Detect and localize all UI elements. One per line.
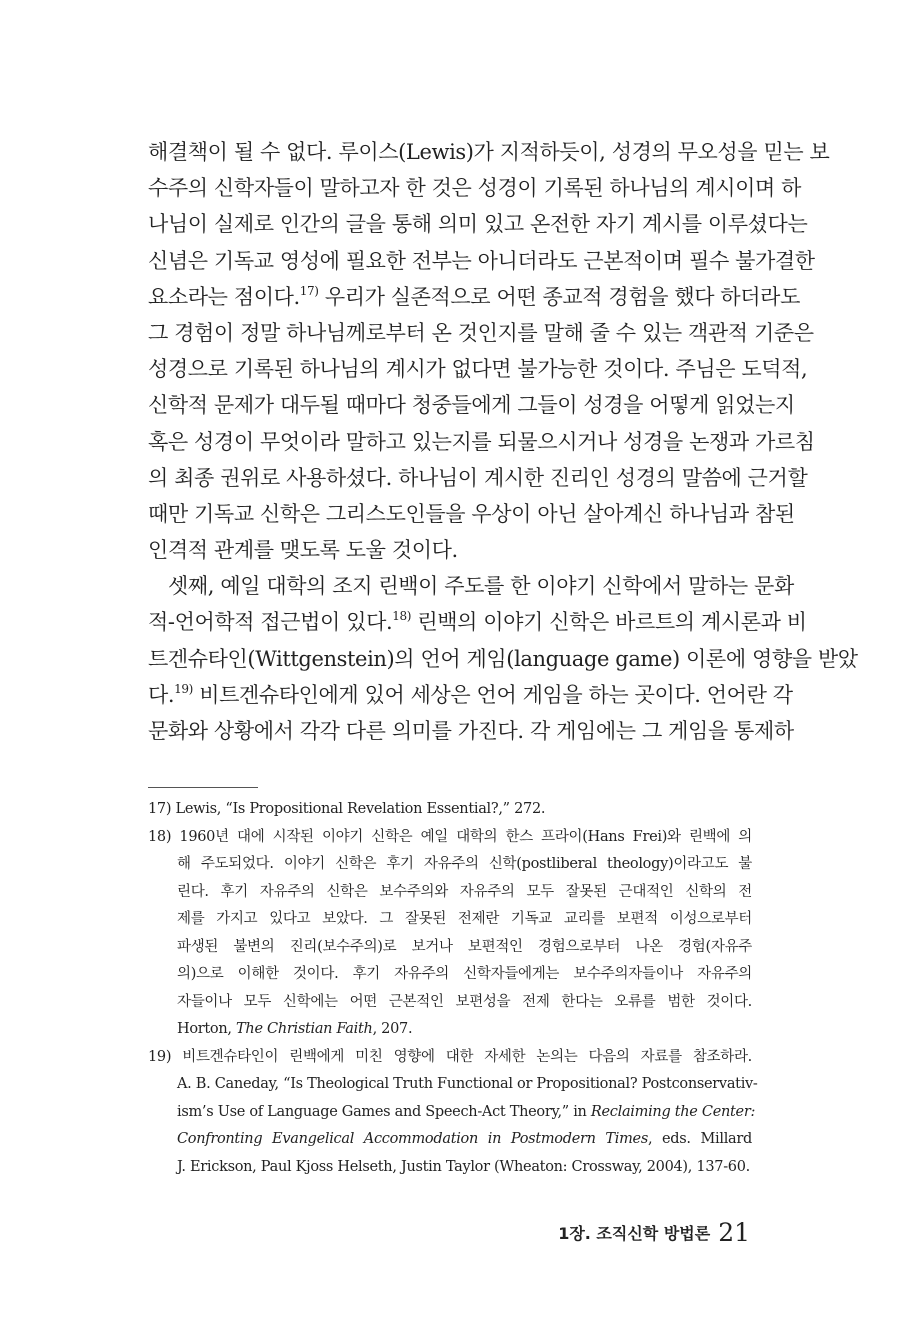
book-title: Reclaiming the Center: — [590, 1103, 756, 1120]
text-line: 의 최종 권위로 사용하셨다. 하나님이 계시한 진리인 성경의 말씀에 근거할 — [148, 465, 808, 490]
footnote-19-line: A. B. Caneday, “Is Theological Truth Functional or Propositional? Postconservativ- — [177, 1076, 758, 1092]
footnote-18-line: 린다. 후기 자유주의 신학은 보수주의와 자유주의 모두 잘못된 근대적인 신학의 전 — [177, 883, 752, 900]
footnote-17: 17) Lewis, “Is Propositional Revelation Essential?,” 272. — [148, 801, 546, 817]
footnote-18-line: 파생된 불변의 진리(보수주의)로 보거나 보편적인 경험으로부터 나온 경험(자유주 — [177, 938, 752, 955]
footnote-18-line: 자들이나 모두 신학에는 어떤 근본적인 보편성을 전제 한다는 오류를 범한 것이다. — [177, 993, 752, 1010]
paragraph-start-line: 셋째, 예일 대학의 조지 린백이 주도를 한 이야기 신학에서 말하는 문화 — [168, 574, 794, 599]
text-line: 문화와 상황에서 각각 다른 의미를 가진다. 각 게임에는 그 게임을 통제하 — [148, 719, 794, 743]
text-line — [148, 279, 800, 315]
text-line: 그 경험이 정말 하나님께로부터 온 것인지를 말해 줄 수 있는 객관적 기준은 — [148, 320, 814, 345]
text-segment: 우리가 실존적으로 어떤 종교적 경험을 했다 하더라도 — [324, 284, 800, 309]
text-segment: 다. — [148, 682, 175, 707]
footnotes — [148, 796, 758, 1181]
footnote-18-line: 18) 1960년 대에 시작된 이야기 신학은 예일 대학의 한스 프라이(Hans Frei)와 린백에 의 — [148, 828, 752, 845]
book-subtitle: Confronting Evangelical Accommodation in Postmodern Times — [177, 1131, 648, 1147]
text-line: 신념은 기독교 영성에 필요한 전부는 아니더라도 근본적이며 필수 불가결한 — [148, 248, 815, 273]
footnote-19-line — [148, 1126, 752, 1154]
text-segment: 비트겐슈타인에게 있어 세상은 언어 게임을 하는 곳이다. 언어란 각 — [199, 682, 793, 707]
footnote-18-line: 제를 가지고 있다고 보았다. 그 잘못된 전제란 기독교 교리를 보편적 이성으로부터 — [177, 911, 752, 927]
citation-text: , eds. Millard — [647, 1131, 752, 1147]
footnote-divider — [148, 787, 258, 788]
text-line: 해결책이 될 수 없다. 루이스(Lewis)가 지적하듯이, 성경의 무오성을 믿는 보 — [148, 140, 830, 164]
text-line: 수주의 신학자들이 말하고자 한 것은 성경이 기록된 하나님의 계시이며 하 — [148, 176, 802, 201]
footnote-ref-17: 17) — [299, 283, 319, 298]
footnote-19-line: J. Erickson, Paul Kjoss Helseth, Justin Taylor (Wheaton: Crossway, 2004), 137-60. — [177, 1158, 750, 1175]
text-segment: 적-언어학적 접근법이 있다. — [148, 610, 393, 635]
text-line: 성경으로 기록된 하나님의 계시가 없다면 불가능한 것이다. 주님은 도덕적, — [148, 357, 808, 382]
citation-text: ism’s Use of Language Games and Speech-Act Theory,” in — [177, 1103, 591, 1120]
text-line — [148, 677, 793, 713]
footnote-ref-19: 19) — [174, 681, 193, 696]
text-line — [148, 604, 807, 640]
text-line: 신학적 문제가 대두될 때마다 청중들에게 그들이 성경을 어떻게 읽었는지 — [148, 393, 795, 418]
footnote-19-line: 19) 비트겐슈타인이 린백에게 미친 영향에 대한 자세한 논의는 다음의 자료를 참조하라. — [148, 1048, 752, 1065]
book-title: The Christian Faith — [236, 1021, 373, 1037]
text-line: 때만 기독교 신학은 그리스도인들을 우상이 아닌 살아계신 하나님과 참된 — [148, 501, 795, 526]
text-segment: 린백의 이야기 신학은 바르트의 계시론과 비 — [417, 610, 807, 635]
main-text — [148, 134, 858, 749]
footnote-ref-18: 18) — [392, 609, 412, 624]
page-number: 21 — [718, 1218, 750, 1247]
chapter-title: 1장. 조직신학 방법론 — [558, 1224, 711, 1243]
text-line: 혹은 성경이 무엇이라 말하고 있는지를 되물으시거나 성경을 논쟁과 가르침 — [148, 429, 815, 454]
citation-author: Horton, — [177, 1021, 237, 1037]
footnote-19-line — [148, 1099, 756, 1127]
footnote-18-line — [148, 1016, 752, 1044]
text-segment: 요소라는 점이다. — [148, 284, 300, 309]
page-footer — [558, 1218, 750, 1247]
text-line: 트겐슈타인(Wittgenstein)의 언어 게임(language game) 이론에 영향을 받았 — [148, 646, 858, 671]
text-line: 나님이 실제로 인간의 글을 통해 의미 있고 온전한 자기 계시를 이루셨다는 — [148, 212, 808, 237]
footnote-18-line: 의)으로 이해한 것이다. 후기 자유주의 신학자들에게는 보수주의자들이나 자유주의 — [177, 966, 752, 982]
footnote-18-line: 해 주도되었다. 이야기 신학은 후기 자유주의 신학(postliberal theology)이라고도 불 — [177, 856, 752, 872]
text-line: 인격적 관계를 맺도록 도울 것이다. — [148, 538, 458, 563]
citation-page: , 207. — [372, 1021, 413, 1037]
